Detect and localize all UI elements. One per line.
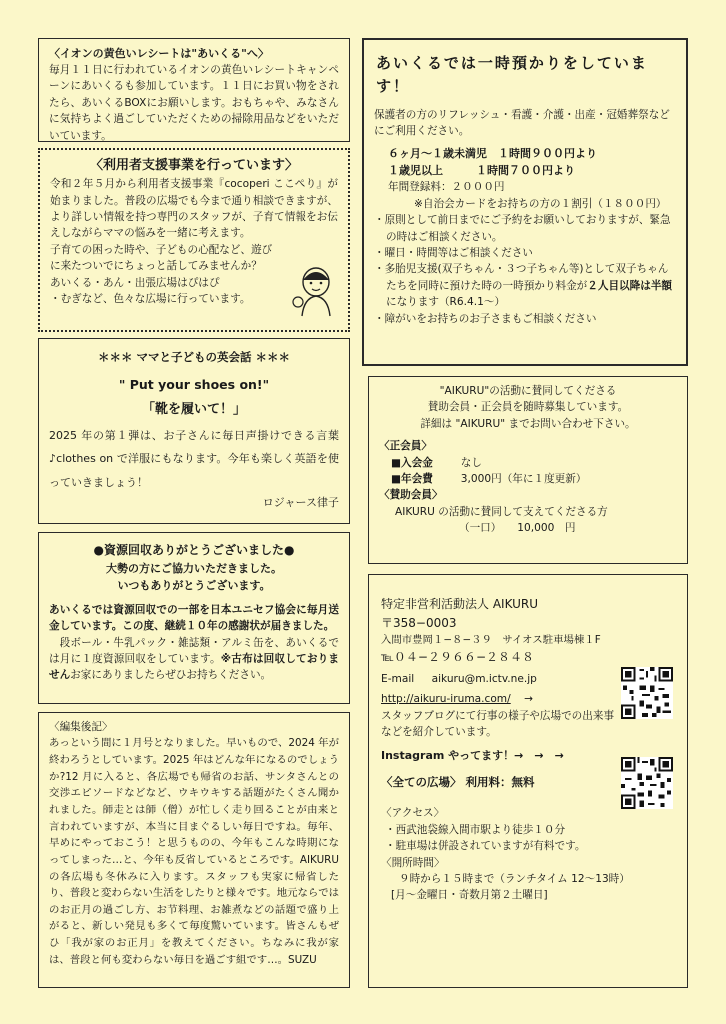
aeon-receipt-box	[38, 38, 350, 142]
supporting-member-desc: AIKURU の活動に賛同して支えてくださる方	[395, 505, 608, 518]
website-link[interactable]: http://aikuru-iruma.com/	[381, 693, 511, 706]
recycle-paragraph-a: 段ボール・牛乳パック・雑誌類・アルミ缶を、あいくるでは月に１度資源回収をしています。	[49, 636, 339, 665]
url-arrow: →	[524, 693, 533, 706]
recycle-sub-2: いつもありがとうございます。	[117, 578, 271, 592]
childcare-intro: 保護者の方のリフレッシュ・看護・介護・出産・冠婚葬祭などにご利用ください。	[374, 108, 670, 137]
plaza-fee: 〈全ての広場〉 利用料：無料	[381, 774, 535, 789]
members-intro-3: 詳細は "AIKURU" までお問い合わせ下さい。	[420, 417, 636, 430]
childcare-fee: 年間登録料：２０００円	[388, 181, 505, 194]
recycling-box	[38, 532, 350, 704]
regular-member-heading: 〈正会員〉	[379, 440, 432, 453]
access-heading: 〈アクセス〉	[381, 807, 445, 820]
support-body-2: 子育ての困った時や、子どもの心配など、遊びに来たついでにちょっと話してみませんか？	[50, 243, 273, 273]
qr-code-email	[621, 667, 673, 719]
recycle-bold-paragraph: あいくるでは資源回収での一部を日本ユニセフ協会に毎月送金しています。この度、継続１０年の感謝状が届きました。	[49, 603, 339, 633]
support-body-4: ・むぎなど、色々な広場に行っています。	[50, 292, 251, 305]
english-phrase: " Put your shoes on!"	[118, 376, 270, 392]
access-line-1: ・西武池袋線入間市駅より徒歩１０分	[385, 823, 566, 836]
aeon-body: 毎月１１日に行われているイオンの黄色いレシートキャンペーンにあいくるも参加しています。１１日にお買い物をされたら、あいくるBOXにお願いします。おもちゃや、みなさんに気持ちよく過ごしていただくための掃除用品などをいただいています。	[49, 64, 339, 142]
address: 入間市豊岡１−８−３９ サイオス駐車場棟１F	[381, 634, 601, 647]
aeon-heading: 〈イオンの黄色いレシートは"あいくる"へ〉	[49, 47, 269, 60]
recycle-sub-1: 大勢の方にご協力いただきました。	[106, 561, 282, 575]
childcare-bullet-2: ・曜日・時間等はご相談ください	[374, 247, 533, 260]
join-fee-value: なし	[460, 456, 482, 469]
childcare-box	[362, 38, 688, 366]
english-author: ロジャース律子	[262, 495, 339, 509]
user-support-box	[38, 148, 350, 332]
english-lesson-box	[38, 338, 350, 524]
recycle-heading: ●資源回収ありがとうございました●	[93, 543, 295, 557]
phone: ℡０４−２９６６−２８４８	[381, 650, 535, 665]
annual-fee-value: 3,000円（年に１度更新）	[460, 473, 587, 486]
email-link[interactable]: aikuru@m.ictv.ne.jp	[431, 672, 537, 685]
english-body: 2025 年の第１弾は、お子さんに毎日声掛けできる言葉♪clothes on で洋服にもなります。今年も楽しく英語を使っていきましょう！	[49, 429, 339, 489]
email-label: E-mail	[381, 672, 415, 685]
editor-heading: 〈編集後記〉	[49, 721, 113, 733]
support-heading: 〈利用者支援事業を行っています〉	[89, 158, 298, 173]
childcare-bullet-3a: ・多胎児支援(双子ちゃん・３つ子ちゃん等)として双子ちゃんたちを同時に預けた時の一時預かり料金が	[374, 263, 669, 292]
contact-box	[368, 574, 688, 988]
postal-code: 〒358−0003	[381, 615, 457, 630]
hours-line-1: ９時から１５時まで（ランチタイム 12〜13時）	[399, 873, 630, 886]
editor-note-box	[38, 712, 350, 988]
supporting-member-heading: 〈賛助会員〉	[379, 489, 443, 502]
members-intro-1: "AIKURU"の活動に賛同してくださる	[439, 385, 617, 397]
english-translation: 「靴を履いて！」	[141, 402, 246, 418]
recycle-paragraph-bold: ※古布は回収しておりません	[49, 652, 339, 682]
childcare-heading: あいくるでは一時預かりをしています！	[376, 54, 648, 96]
blog-text: スタッフブログにて行事の様子や広場での出来事などを紹介しています。	[381, 709, 615, 739]
members-intro-2: 賛助会員・正会員を随時募集しています。	[427, 401, 629, 414]
childcare-price-1: ６ヶ月〜１歳未満児 １時間９００円より	[388, 147, 597, 161]
childcare-price-2: １歳児以上 １時間７００円より	[388, 164, 575, 178]
english-heading: ＊＊＊ ママと子どもの英会話 ＊＊＊	[97, 350, 290, 364]
instagram-text: Instagram やってます！→ → →	[381, 748, 564, 762]
access-line-2: ・駐車場は併設されていますが有料です。	[385, 840, 586, 853]
join-fee-label: ■入会金	[391, 456, 433, 469]
annual-fee-label: ■年会費	[391, 473, 433, 486]
childcare-bullet-3b: になります（R6.4.1〜）	[386, 296, 506, 309]
hours-heading: 〈開所時間〉	[381, 856, 445, 869]
editor-body: あっという間に１月号となりました。早いもので、2024 年が終わろうとしています。2025 年はどんな年になるのでしょうか?12 月に入ると、各広場でも帰省のお話、サンタさんとの交渉エピソードなどなど、ウキウキする話題がたくさん聞かれました。師走とは師（僧）が忙しく走り回ることが由来と言われていますが、本当に目まぐるしい毎日ですね。毎年、早めにやっておこう！と思うものの、今年もこんな時期になってしまった…と、今年も反省しているところです。AIKURUの各広場も冬休みに入ります。スタッフも実家に帰省したり、普段と変わらない生活をしたりと様々です。地元ならではのお正月の過ごし方、お节料理、お雑煮などの話題で盛り上がると、新しい発見も多くて毎度驚いています。皆さんもぜひ「我が家のお正月」を教えてください。ちなみに我が家は、普段と何も変わらない毎日を過ごす組です…。SUZU	[49, 737, 339, 966]
childcare-discount: ※自治会カードをお持ちの方の１割引（１８００円）	[414, 197, 667, 210]
recycle-paragraph-b: お家にありましたらぜひお持ちください。	[70, 669, 272, 682]
mother-child-illustration	[288, 262, 340, 318]
childcare-bullet-1: ・原則として前日までにご予約をお願いしておりますが、緊急の時はご相談ください。	[374, 214, 671, 243]
supporting-member-amount: （一口） 10,000 円	[459, 522, 576, 535]
qr-code-instagram	[621, 757, 673, 809]
childcare-bullet-4: ・障がいをお持ちのお子さまもご相談ください	[374, 312, 597, 325]
childcare-bullet-3-bold: ２人目以降は半額	[587, 279, 673, 292]
members-box	[368, 376, 688, 564]
hours-line-2: [月〜金曜日・奇数月第２土曜日]	[391, 889, 548, 902]
support-body-3: あいくる・あん・出張広場はぴはぴ	[50, 276, 220, 289]
org-name: 特定非営利活動法人 AIKURU	[381, 597, 539, 611]
support-body-1: 令和２年５月から利用者支援事業『cocoperi ここぺり』が始まりました。普段の広場でも今まで通り相談できますが、より詳しい情報を持つ専門のスタッフが、子育て情報をお伝えしながらママの悩みを一緒に考えます。	[50, 178, 338, 240]
